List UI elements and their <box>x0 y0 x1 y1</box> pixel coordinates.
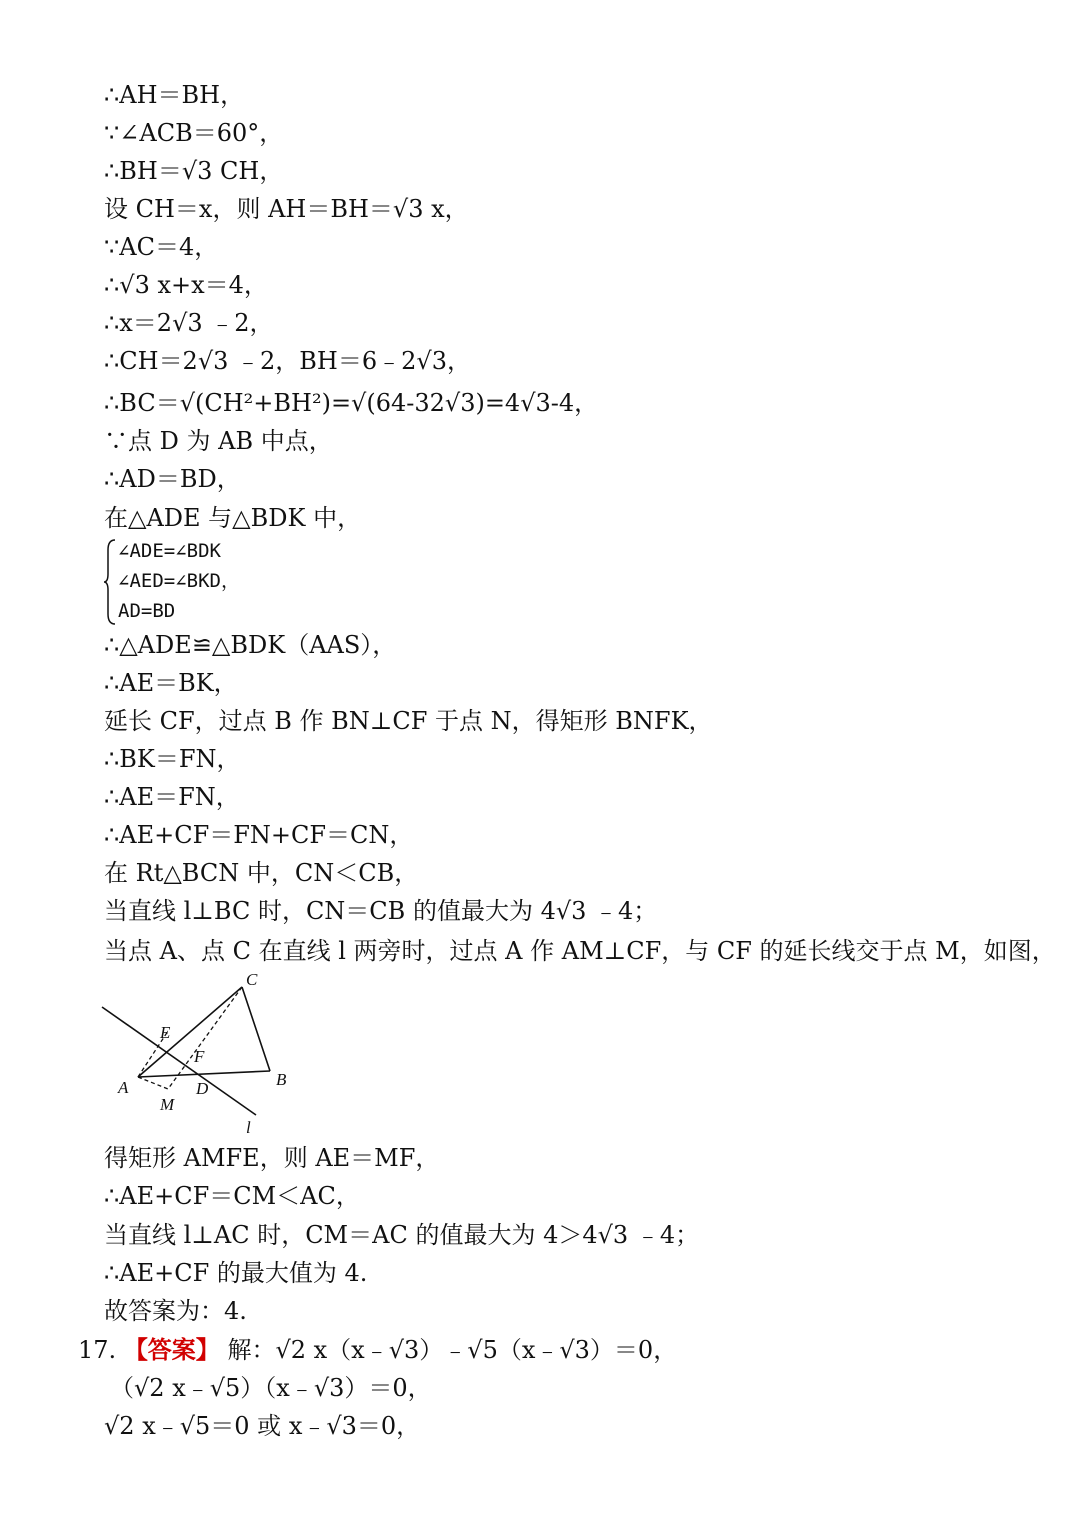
text-line: ∴CH＝2√3 ﹣2，BH＝6﹣2√3， <box>104 347 471 375</box>
question-number: 17. <box>78 1336 117 1364</box>
text-line: ∴AH＝BH， <box>104 81 245 109</box>
label-B: B <box>276 1070 287 1089</box>
text-line: 故答案为：4. <box>104 1297 247 1325</box>
text-line: ∴√3 x+x＝4， <box>104 271 268 299</box>
label-C: C <box>246 970 258 989</box>
segment-AM <box>138 1077 168 1089</box>
text-line: ∴x＝2√3 ﹣2， <box>104 309 274 337</box>
segment-CB <box>242 987 270 1071</box>
question-17-line <box>78 1335 677 1365</box>
text-line: 在△ADE 与△BDK 中， <box>104 504 362 532</box>
equation-system <box>104 538 284 626</box>
line-l <box>102 1007 256 1115</box>
text-line: ∴AE+CF＝CM＜AC， <box>104 1182 360 1210</box>
text-line: ∵点 D 为 AB 中点， <box>104 427 333 455</box>
system-row: ∠ADE=∠BDK <box>118 540 221 562</box>
geometry-figure <box>96 965 316 1135</box>
system-row: AD=BD <box>118 600 176 622</box>
text-line: ∵AC＝4， <box>104 233 219 261</box>
segment-AB <box>138 1071 270 1077</box>
text-line: 当直线 l⊥AC 时，CM＝AC 的值最大为 4＞4√3 ﹣4； <box>104 1221 700 1249</box>
text-line: ∴BK＝FN， <box>104 745 241 773</box>
label-D: D <box>196 1079 209 1098</box>
label-M: M <box>160 1095 175 1114</box>
label-A: A <box>118 1078 129 1097</box>
system-row: ∠AED=∠BKD， <box>118 570 240 592</box>
answer-tag: 【答案】 <box>123 1336 220 1364</box>
text-line: ∴AE+CF＝FN+CF＝CN， <box>104 821 414 849</box>
segment-AC <box>138 987 242 1077</box>
text-line: 在 Rt△BCN 中，CN＜CB， <box>104 859 419 887</box>
answer-text: 解：√2 x（x﹣√3）﹣√5（x﹣√3）＝0， <box>227 1336 678 1364</box>
text-line: ∴AE＝FN， <box>104 783 240 811</box>
brace-icon <box>104 538 118 626</box>
label-l: l <box>246 1118 251 1135</box>
text-line: 当点 A、点 C 在直线 l 两旁时，过点 A 作 AM⊥CF，与 CF 的延长线交于点 M，如图， <box>104 937 1056 965</box>
text-line: ∴BC＝√(CH²+BH²)=√(64-32√3)=4√3-4， <box>104 389 599 417</box>
text-line: 得矩形 AMFE，则 AE＝MF， <box>104 1144 440 1172</box>
text-line: 延长 CF，过点 B 作 BN⊥CF 于点 N，得矩形 BNFK， <box>104 707 713 735</box>
label-F: F <box>194 1047 205 1066</box>
text-line: ∴BH＝√3 CH， <box>104 157 284 185</box>
text-line: ∴AE+CF 的最大值为 4. <box>104 1259 368 1287</box>
text-line: ∴AE＝BK， <box>104 669 238 697</box>
text-line: ∴△ADE≌△BDK（AAS）， <box>104 631 397 659</box>
text-line: 当直线 l⊥BC 时，CN＝CB 的值最大为 4√3 ﹣4； <box>104 897 658 925</box>
text-line: ∴AD＝BD， <box>104 465 241 493</box>
text-line: （√2 x﹣√5）（x﹣√3）＝0， <box>110 1374 432 1402</box>
label-E: E <box>160 1023 171 1042</box>
text-line: ∵∠ACB＝60°， <box>104 119 284 147</box>
text-line: 设 CH＝x，则 AH＝BH＝√3 x， <box>104 195 469 223</box>
text-line: √2 x﹣√5＝0 或 x﹣√3＝0， <box>104 1412 421 1440</box>
